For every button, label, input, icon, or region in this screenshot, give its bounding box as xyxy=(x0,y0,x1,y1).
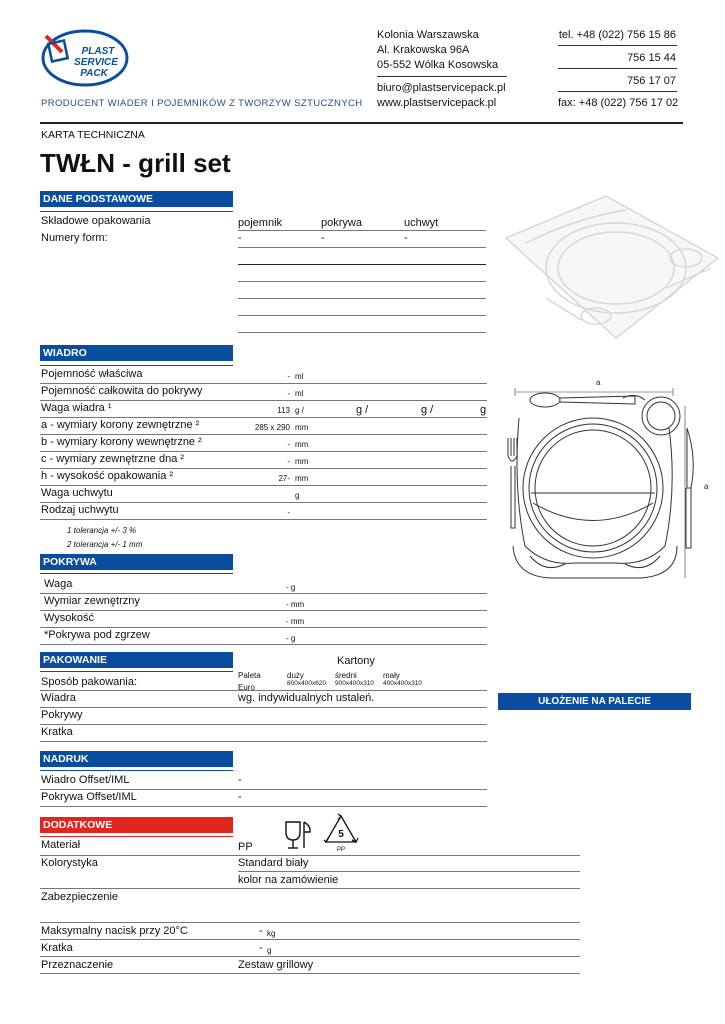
logo-text-2: SERVICE xyxy=(74,57,118,68)
wiadro-row-unit: ml xyxy=(295,389,304,398)
wiadro-row-label: b - wymiary korony wewnętrzne ² xyxy=(41,436,202,448)
website-link[interactable]: www.plastservicepack.pl xyxy=(377,97,497,109)
pokrywa-row-value: - g xyxy=(286,583,296,592)
col-pokrywa: pokrywa xyxy=(321,217,362,229)
unit-max-nacisk: kg xyxy=(267,929,276,938)
drawing-label-a-side: a xyxy=(704,482,709,491)
value-form-2: - xyxy=(321,232,325,244)
carton-small-label: mały xyxy=(383,671,400,680)
wiadro-row-value: - xyxy=(287,508,290,517)
wiadro-weight-extra-3: g xyxy=(480,404,487,416)
wiadro-row-unit: ml xyxy=(295,372,304,381)
unit-kratka: g xyxy=(267,946,272,955)
section-pakowanie: PAKOWANIE xyxy=(40,652,233,668)
wiadro-row-label: c - wymiary zewnętrzne dna ² xyxy=(41,453,185,465)
paleta-label: Paleta xyxy=(238,671,261,680)
wiadro-row-unit: mm xyxy=(295,457,309,466)
address-line-3: 05-552 Wólka Kosowska xyxy=(377,59,499,71)
value-wiadro-offset: - xyxy=(238,774,242,786)
value-material: PP xyxy=(238,841,253,853)
wiadro-row-unit: mm xyxy=(295,423,309,432)
carton-large-label: duży xyxy=(287,671,304,680)
wiadro-row-unit: g xyxy=(295,491,300,500)
recycle-code: PP xyxy=(336,847,346,852)
drawing-label-a-top: a xyxy=(596,378,601,387)
pokrywa-row-value: - g xyxy=(286,634,296,643)
recycle-pp-icon xyxy=(320,812,362,852)
email-link[interactable]: biuro@plastservicepack.pl xyxy=(377,82,506,94)
phone-3: 756 17 07 xyxy=(627,75,676,87)
label-kratka-pakowanie: Kratka xyxy=(41,726,73,738)
value-przeznaczenie: Zestaw grillowy xyxy=(238,959,314,971)
label-sposob-pakowania: Sposób pakowania: xyxy=(41,676,138,688)
wiadro-weight-extra-2: g / xyxy=(421,404,434,416)
label-kolorystyka: Kolorystyka xyxy=(41,857,98,869)
pokrywa-row-label: *Pokrywa pod zgrzew xyxy=(44,629,150,641)
label-skladowe: Składowe opakowania xyxy=(41,215,151,227)
wiadro-row-label: Waga uchwytu xyxy=(41,487,113,499)
section-nadruk: NADRUK xyxy=(40,751,233,767)
fax-number: fax: +48 (022) 756 17 02 xyxy=(558,97,679,109)
value-kolor-zamowienie: kolor na zamówienie xyxy=(238,874,339,886)
wiadro-row-unit: mm xyxy=(295,474,309,483)
wiadro-weight-extra-1: g / xyxy=(356,404,369,416)
company-logo xyxy=(40,28,130,90)
wiadro-row-value: - xyxy=(287,440,290,449)
product-photo xyxy=(496,188,724,348)
wiadro-row-value: 27- xyxy=(278,474,290,483)
col-uchwyt: uchwyt xyxy=(404,217,439,229)
label-wiadro-offset: Wiadro Offset/IML xyxy=(41,774,130,786)
value-form-3: - xyxy=(404,232,408,244)
section-pokrywa: POKRYWA xyxy=(40,554,233,570)
euro-label: Euro xyxy=(238,683,255,692)
wiadro-row-label: h - wysokość opakowania ² xyxy=(41,470,174,482)
label-kratka: Kratka xyxy=(41,942,73,954)
address-line-1: Kolonia Warszawska xyxy=(377,29,479,41)
value-form-1: - xyxy=(238,232,242,244)
section-dane-podstawowe: DANE PODSTAWOWE xyxy=(40,191,233,207)
value-max-nacisk: - xyxy=(259,925,263,937)
technical-drawing xyxy=(505,378,723,588)
pokrywa-row-label: Wysokość xyxy=(44,612,95,624)
wiadro-row-label: Pojemność całkowita do pokrywy xyxy=(41,385,203,397)
company-tagline: PRODUCENT WIADER I POJEMNIKÓW Z TWORZYW SZTUCZNYCH xyxy=(41,98,363,109)
wiadro-row-unit: g / xyxy=(295,406,304,415)
label-przeznaczenie: Przeznaczenie xyxy=(41,959,114,971)
label-material: Materiał xyxy=(41,839,81,851)
pokrywa-row-label: Waga xyxy=(44,578,73,590)
address-line-2: Al. Krakowska 96A xyxy=(377,44,470,56)
label-max-nacisk: Maksymalny nacisk przy 20°C xyxy=(41,925,188,937)
label-pokrywa-offset: Pokrywa Offset/IML xyxy=(41,791,137,803)
carton-medium-label: średni xyxy=(335,671,357,680)
pokrywa-row-label: Wymiar zewnętrzny xyxy=(44,595,140,607)
carton-small-dim: 400x400x310 xyxy=(383,680,423,687)
value-pokrywa-offset: - xyxy=(238,791,242,803)
pokrywa-row-value: - mm xyxy=(286,600,305,609)
label-wiadra: Wiadra xyxy=(41,692,76,704)
carton-large-dim: 800x400x620 xyxy=(287,680,327,687)
tolerance-note-1: 1 tolerancja +/- 3 % xyxy=(67,526,137,535)
phone-2: 756 15 44 xyxy=(627,52,676,64)
wiadro-row-unit: mm xyxy=(295,440,309,449)
wiadro-row-label: Pojemność właściwa xyxy=(41,368,143,380)
kartony-label: Kartony xyxy=(337,655,375,667)
doc-kind: KARTA TECHNICZNA xyxy=(41,129,145,141)
logo-text-3: PACK xyxy=(80,68,108,79)
carton-medium-dim: 900x400x310 xyxy=(335,680,375,687)
col-pojemnik: pojemnik xyxy=(238,217,283,229)
wiadro-row-value: - xyxy=(287,389,290,398)
value-wiadra: wg. indywidualnych ustaleń. xyxy=(238,692,375,704)
page-title: TWŁN - grill set xyxy=(40,148,231,178)
phone-1: tel. +48 (022) 756 15 86 xyxy=(558,29,676,41)
wiadro-row-label: Rodzaj uchwytu xyxy=(41,504,119,516)
recycle-number: 5 xyxy=(338,829,344,840)
wiadro-row-value: 113 xyxy=(277,406,290,415)
value-kratka: - xyxy=(259,942,263,954)
value-kolor-standard: Standard biały xyxy=(238,857,309,869)
tolerance-note-2: 2 tolerancja +/- 1 mm xyxy=(67,540,143,549)
wiadro-row-value: - xyxy=(287,372,290,381)
wiadro-row-value: - xyxy=(287,457,290,466)
food-safe-icon xyxy=(283,818,313,852)
pokrywa-row-value: - mm xyxy=(286,617,305,626)
label-numery-form: Numery form: xyxy=(41,232,108,244)
section-dodatkowe: DODATKOWE xyxy=(40,817,233,833)
wiadro-row-label: Waga wiadra ¹ xyxy=(41,402,112,414)
section-wiadro: WIADRO xyxy=(40,345,233,361)
wiadro-row-label: a - wymiary korony zewnętrzne ² xyxy=(41,419,200,431)
label-pokrywy: Pokrywy xyxy=(41,709,83,721)
label-zabezpieczenie: Zabezpieczenie xyxy=(41,891,119,903)
wiadro-row-value: 285 x 290 xyxy=(254,423,290,432)
logo-text-1: PLAST xyxy=(81,46,115,57)
pallet-layout-header: UŁOŻENIE NA PALECIE xyxy=(498,693,691,710)
